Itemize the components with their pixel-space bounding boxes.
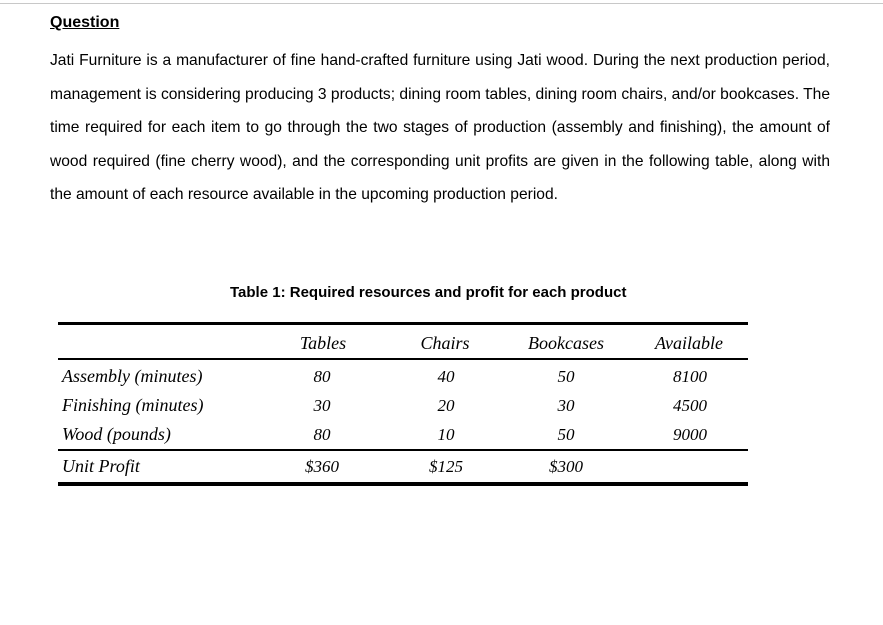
row-label-assembly: Assembly (minutes)	[62, 366, 203, 386]
cell-finishing-chairs: 20	[437, 396, 455, 415]
cell-finishing-tables: 30	[313, 396, 331, 415]
row-label-wood: Wood (pounds)	[62, 424, 171, 444]
cell-assembly-bookcases: 50	[557, 367, 575, 386]
row-label-unit-profit: Unit Profit	[62, 456, 140, 476]
column-header-available: Available	[655, 333, 723, 353]
column-header-chairs: Chairs	[420, 333, 470, 353]
column-header-bookcases: Bookcases	[528, 333, 604, 353]
column-header-tables: Tables	[299, 333, 347, 353]
cell-wood-bookcases: 50	[557, 425, 575, 444]
cell-assembly-chairs: 40	[437, 367, 455, 386]
top-divider	[0, 3, 883, 4]
cell-profit-chairs: $125	[429, 457, 463, 476]
cell-wood-available: 9000	[673, 425, 707, 444]
row-label-finishing: Finishing (minutes)	[62, 395, 204, 415]
question-paragraph: Jati Furniture is a manufacturer of fine hand-crafted furniture using Jati wood. During the next production period, management is considering producing 3 products; dining room tables, dining room chairs, and/or bookcases. The time required for each item to go through the two stages of production (assembly and finishing), the amount of wood required (fine cherry wood), and the corresponding unit profits are given in the following table, along with the amount of each resource available in the upcoming production period.	[50, 52, 830, 203]
table-bottom-rule	[58, 482, 748, 486]
cell-wood-chairs: 10	[437, 425, 455, 444]
cell-finishing-bookcases: 30	[557, 396, 575, 415]
table-header-rule	[58, 358, 748, 360]
cell-wood-tables: 80	[313, 425, 331, 444]
cell-assembly-available: 8100	[673, 367, 707, 386]
table-profit-rule	[58, 449, 748, 451]
table-caption: Table 1: Required resources and profit for each product	[230, 284, 627, 301]
cell-finishing-available: 4500	[673, 396, 707, 415]
table-top-rule	[58, 322, 748, 325]
cell-assembly-tables: 80	[313, 367, 331, 386]
question-heading: Question	[50, 14, 120, 31]
cell-profit-tables: $360	[305, 457, 339, 476]
cell-profit-bookcases: $300	[549, 457, 583, 476]
